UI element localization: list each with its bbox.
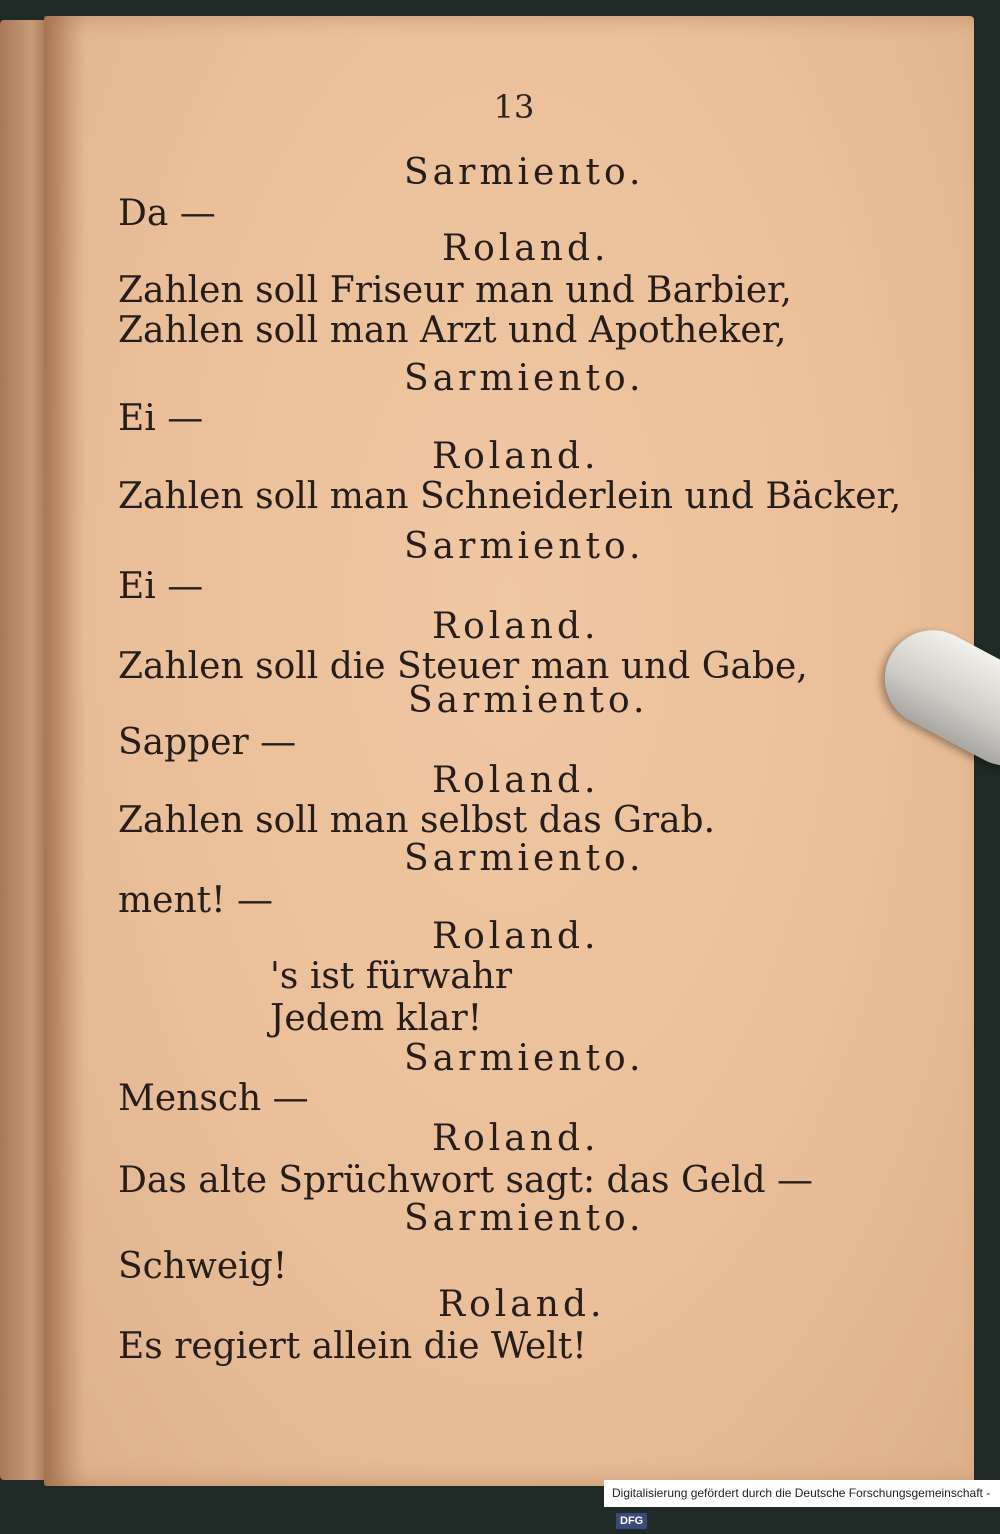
speaker-name: Sarmiento. [404, 1038, 645, 1079]
speaker-name: Sarmiento. [408, 680, 649, 721]
verse-line: Zahlen soll man Schneiderlein und Bäcker, [118, 476, 902, 517]
speaker-name: Sarmiento. [404, 358, 645, 399]
footer-text: Digitalisierung gefördert durch die Deutsche Forschungsgemeinschaft - [612, 1486, 991, 1500]
page-gutter-shadow [44, 16, 86, 1486]
verse-line: Es regiert allein die Welt! [118, 1326, 587, 1367]
verse-line: Zahlen soll Friseur man und Barbier, [118, 270, 792, 311]
verse-line: Ei — [118, 566, 204, 607]
speaker-name: Roland. [432, 1118, 600, 1159]
speaker-name: Sarmiento. [404, 1198, 645, 1239]
verse-line: Ei — [118, 398, 204, 439]
verse-line: Zahlen soll man selbst das Grab. [118, 800, 716, 841]
verse-line: Schweig! [118, 1246, 288, 1287]
verse-line: ment! — [118, 880, 274, 921]
footer-credit [604, 1480, 1000, 1527]
dfg-logo: DFG [616, 1513, 647, 1529]
verse-line: Da — [118, 193, 216, 234]
page-number: 13 [493, 88, 535, 126]
speaker-name: Sarmiento. [404, 838, 645, 879]
speaker-name: Roland. [442, 228, 610, 269]
verse-line: Mensch — [118, 1078, 309, 1119]
verse-line: Zahlen soll die Steuer man und Gabe, [118, 646, 808, 687]
verse-line: 's ist fürwahr [270, 956, 513, 997]
speaker-name: Roland. [432, 606, 600, 647]
speaker-name: Roland. [432, 760, 600, 801]
verse-line: Jedem klar! [270, 998, 483, 1039]
verse-line: Das alte Sprüchwort sagt: das Geld — [118, 1160, 814, 1201]
verse-line: Sapper — [118, 722, 297, 763]
speaker-name: Roland. [438, 1284, 606, 1325]
speaker-name: Sarmiento. [404, 526, 645, 567]
speaker-name: Roland. [432, 916, 600, 957]
speaker-name: Sarmiento. [404, 152, 645, 193]
verse-line: Zahlen soll man Arzt und Apotheker, [118, 310, 787, 351]
speaker-name: Roland. [432, 436, 600, 477]
